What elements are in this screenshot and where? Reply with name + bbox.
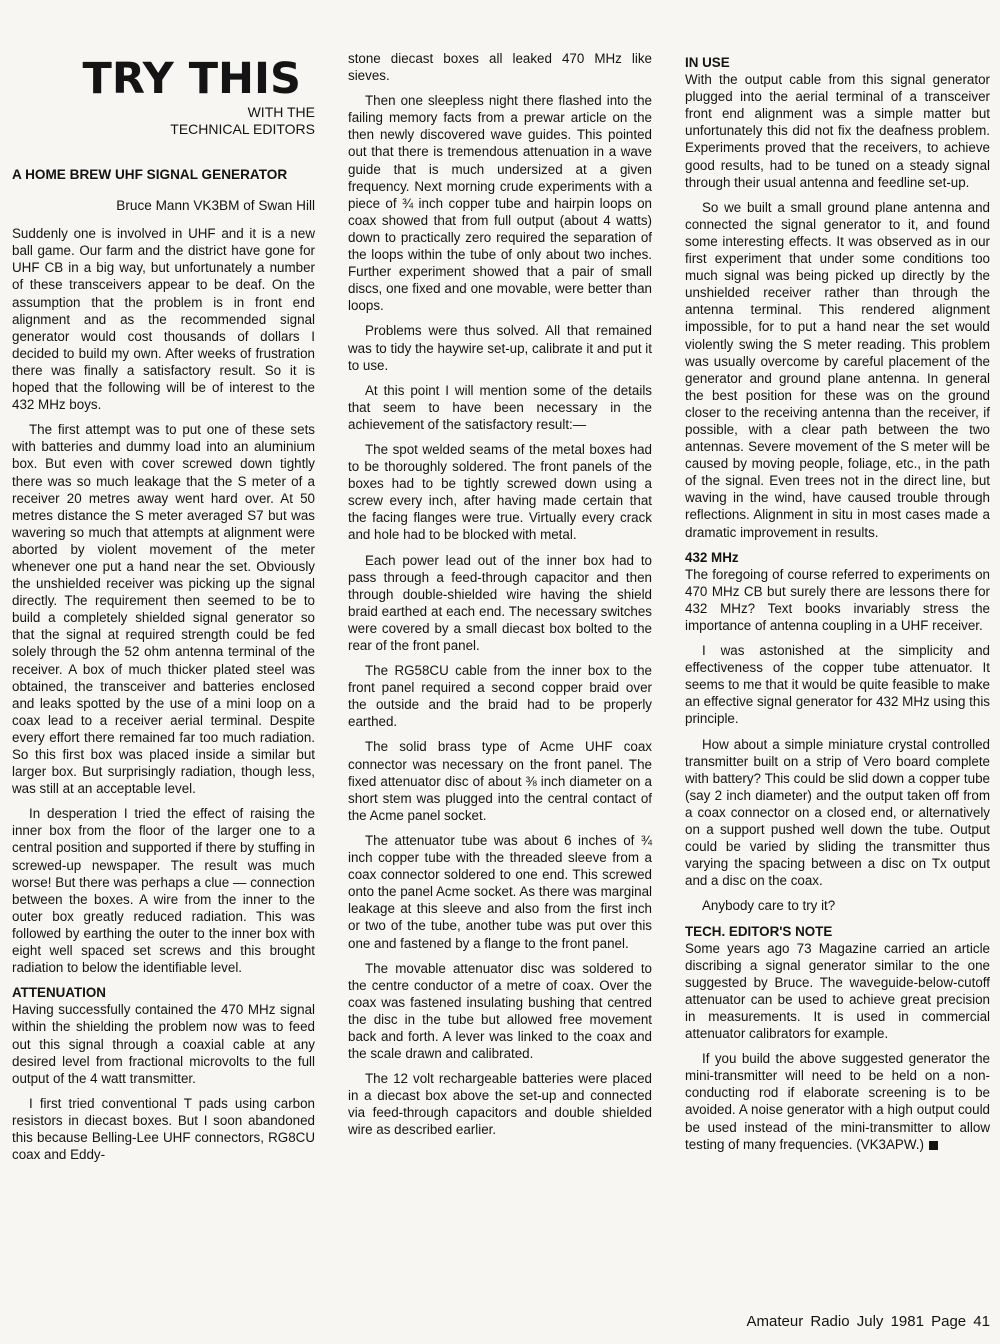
paragraph	[685, 1050, 990, 1153]
paragraph-text: If you build the above suggested generator the mini-transmitter will need to be held on a non-conducting rod if elaborate screening is to be avoided. A noise generator with a high output could be used instead of the mini-transmitter to allow testing of many frequencies. (VK3APW.)	[685, 1051, 990, 1152]
section-heading-432-mhz: 432 MHz	[685, 549, 739, 565]
paragraph: Suddenly one is involved in UHF and it is a new ball game. Our farm and the district have gone for UHF CB in a big way, but unfortunately a number of these transceivers appear to be deaf. On the assumption that the problem is in front end alignment and as the recommended signal generator would cost thousands of dollars I decided to build my own. After weeks of frustration there was finally a satisfactory result. So it is hoped that the following will be of interest to the 432 MHz boys.	[12, 226, 315, 413]
paragraph: The spot welded seams of the metal boxes had to be thoroughly soldered. The front panels of the boxes had to be tightly screwed down using a screw every inch, after having made certain that the facing flanges were true. Virtually every crack and hole had to be blocked with metal.	[348, 441, 652, 543]
paragraph: The attenuator tube was about 6 inches of ¾ inch copper tube with the threaded sleeve from a coax connector soldered to one end. This screwed onto the panel Acme socket. As there was marginal leakage at this sleeve and also from the first inch or two of the tube, another tube was put over this one and fastened by a flange to the front panel.	[348, 832, 652, 951]
paragraph: stone diecast boxes all leaked 470 MHz like sieves.	[348, 51, 652, 84]
paragraph: The foregoing of course referred to experiments on 470 MHz CB but surely there are lessons there for 432 MHz? Text books invariably stress the importance of antenna coupling in a UHF receiver.	[685, 566, 990, 633]
paragraph: The first attempt was to put one of these sets with batteries and dummy load into an aluminium box. But even with cover screwed down tightly there was so much leakage that the S meter of a receiver 20 metres away went hard over. At 50 metres distance the S meter averaged S7 but was wavering so much that attempts at alignment were aborted by violent movement of the meter whenever one put a hand near the set. Obviously the unshielded receiver was picking up the signal directly. The requirement then seemed to be to build a completely shielded signal generator so that the signal at required strength could be fed solely through the 52 ohm antenna terminal of the receiver. A box of much thicker plated steel was obtained, the transceiver and batteries enclosed and leaks spotted by the use of a mini loop on a coax lead to a receiver aerial terminal. Despite every effort there remained far too much radiation. So this first box was placed inside a similar but larger box. But surprisingly radiation, though less, was still at an acceptable level.	[12, 422, 315, 797]
paragraph: The RG58CU cable from the inner box to the front panel required a second copper braid over the outside and the braid had to be properly earthed.	[348, 663, 652, 730]
paragraph: Having successfully contained the 470 MHz signal within the shielding the problem now was to feed out this signal through a coaxial cable at any desired level from fractional microvolts to the full output of the 4 watt transmitter.	[12, 1002, 315, 1086]
paragraph: Some years ago 73 Magazine carried an article discribing a signal generator similar to the one suggested by Bruce. The waveguide-below-cutoff attenuator can be used to achieve great precision in measurements. It is used in commercial attenuator calibrators for example.	[685, 940, 990, 1042]
end-mark-icon	[929, 1141, 938, 1150]
section-heading-attenuation: ATTENUATION	[12, 985, 106, 1001]
paragraph: Problems were thus solved. All that remained was to tidy the haywire set-up, calibrate it and put it to use.	[348, 323, 652, 373]
paragraph: I first tried conventional T pads using carbon resistors in diecast boxes. But I soon abandoned this because Belling-Lee UHF connectors, RG8CU coax and Eddy-	[12, 1095, 315, 1163]
page-subtitle	[12, 104, 315, 138]
paragraph: The movable attenuator disc was soldered to the centre conductor of a metre of coax. Over the coax was fastened insulating bushing that centred the disc in the tube but allowed free movement back and forth. A lever was linked to the coax and the scale drawn and calibrated.	[348, 960, 652, 1062]
paragraph: At this point I will mention some of the details that seem to have been necessary in the achievement of the satisfactory result:—	[348, 382, 652, 432]
paragraph: I was astonished at the simplicity and effectiveness of the copper tube attenuator. It seems to me that it would be quite feasible to make an effective signal generator for 432 MHz using this principle.	[685, 643, 990, 727]
section-heading-in-use: IN USE	[685, 55, 730, 70]
subtitle-line-2: TECHNICAL EDITORS	[170, 121, 315, 137]
paragraph: The 12 volt rechargeable batteries were placed in a diecast box above the set-up and connected via feed-through capacitors and double shielded wire as described earlier.	[348, 1071, 652, 1138]
paragraph: The solid brass type of Acme UHF coax connector was necessary on the front panel. The fixed attenuator disc of about ⅜ inch diameter on a short stem was plugged into the central contact of the Acme panel socket.	[348, 739, 652, 823]
section-heading-editors-note: TECH. EDITOR'S NOTE	[685, 923, 833, 939]
paragraph: How about a simple miniature crystal controlled transmitter built on a strip of Vero board complete with battery? This could be slid down a copper tube (say 2 inch diameter) and the output taken off from a coax connector on a closed end, or alternatively on a support pushed well down the tube. Output could be varied by sliding the transmitter thus varying the spacing between a disc on Tx output and a disc on the coax.	[685, 736, 990, 889]
page-title: TRY THIS	[82, 54, 301, 104]
paragraph: Each power lead out of the inner box had to pass through a feed-through capacitor and then through double-shielded wire having the shield braid earthed at each end. The necessary switches were covered by a small diecast box bolted to the rear of the front panel.	[348, 552, 652, 653]
subtitle-line-1: WITH THE	[247, 104, 315, 120]
article-byline: Bruce Mann VK3BM of Swan Hill	[116, 198, 315, 214]
paragraph: In desperation I tried the effect of raising the inner box from the floor of the larger one to a central position and supported if there by stuffing in screwed-up newspaper. The result was much worse! But there was perhaps a clue — connection between the boxes. A wire from the inner to the outer box greatly reduced radiation. This was followed by earthing the outer to the inner box with eight well spaced set screws and this brought radiation to below the identifiable level.	[12, 806, 315, 976]
article-title: A HOME BREW UHF SIGNAL GENERATOR	[12, 167, 288, 182]
column-2	[348, 50, 652, 1139]
paragraph: With the output cable from this signal generator plugged into the aerial terminal of a transceiver front end alignment was a simple matter but unfortunately this did not fix the deafness problem. Experiments proved that the receivers, to achieve good results, had to be tuned on a steady signal through their usual antenna and feedline set-up.	[685, 72, 990, 190]
paragraph: Anybody care to try it?	[702, 898, 836, 914]
paragraph: Then one sleepless night there flashed into the failing memory facts from a prewar article on the then newly discovered wave guides. This pointed out that there is tremendous attenuation in a wave guide that is much undersized at a given frequency. Next morning crude experiments with a piece of ¾ inch copper tube and hairpin loops on coax showed that from full output (about 4 watts) down to practically zero required the separation of the loops within the tube of only about two inches. Further experiment showed that a pair of small discs, one fixed and one movable, were better than loops.	[348, 93, 652, 314]
paragraph: So we built a small ground plane antenna and connected the signal generator to it, and found some interesting effects. It was observed as in our first experiment that under some conditions too much signal was being picked up directly by the unshielded receiver rather than through the antenna terminal. This rendered alignment impossible, for to put a hand near the set would violently swing the S meter reading. This problem was usually overcome by careful placement of the generator and ground plane antenna. In general the best position for these was on the ground closer to the receiving antenna than the receiver, if possible, with a clear path between the two antennas. Severe movement of the S meter will be caused by moving people, foliage, etc., in the path of the signal. Even trees not in the direct line, but waving in the wind, have caused trouble through reflections. Alignment in situ in most cases made a dramatic improvement in results.	[685, 199, 990, 540]
column-1	[12, 50, 315, 1163]
page-footer: Amateur Radio July 1981 Page 41	[746, 1313, 990, 1330]
column-3	[685, 50, 990, 1153]
